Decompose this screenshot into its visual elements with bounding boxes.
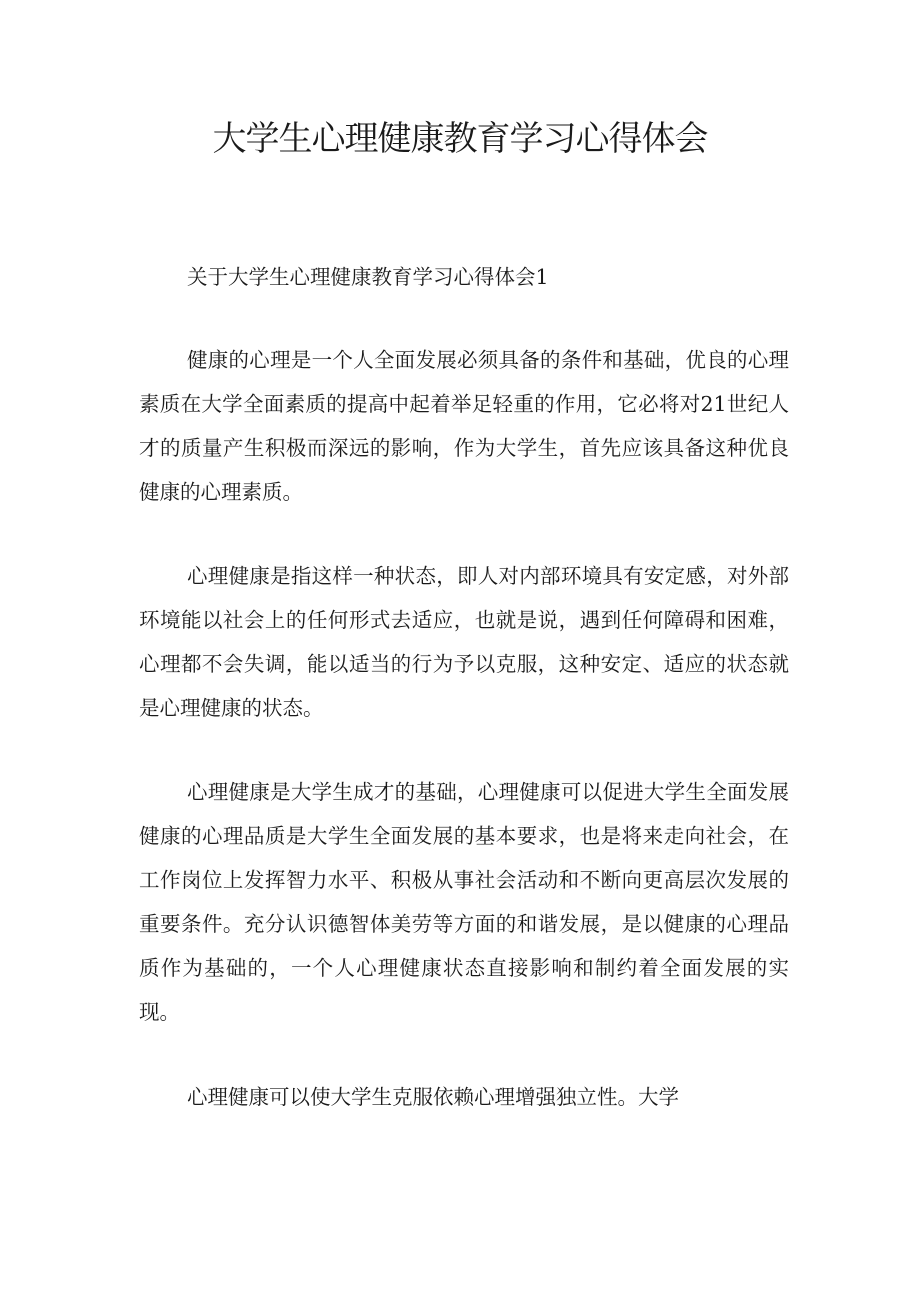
paragraph-2: 心理健康是指这样一种状态，即人对内部环境具有安定感，对外部环境能以社会上的任何形式去适应，也就是说，遇到任何障碍和困难，心理都不会失调，能以适当的行为予以克服，这种安定、适应的状态就是心理健康的状态。	[139, 564, 789, 720]
page-title: 大学生心理健康教育学习心得体会	[212, 119, 708, 159]
section-subtitle: 关于大学生心理健康教育学习心得体会1	[187, 265, 549, 289]
paragraph-1: 健康的心理是一个人全面发展必须具备的条件和基础，优良的心理素质在大学全面素质的提高中起着举足轻重的作用，它必将对21世纪人才的质量产生积极而深远的影响，作为大学生，首先应该具备这种优良健康的心理素质。	[139, 348, 789, 504]
paragraph-3: 心理健康是大学生成才的基础，心理健康可以促进大学生全面发展健康的心理品质是大学生全面发展的基本要求，也是将来走向社会，在工作岗位上发挥智力水平、积极从事社会活动和不断向更高层次发展的重要条件。充分认识德智体美劳等方面的和谐发展，是以健康的心理品质作为基础的，一个人心理健康状态直接影响和制约着全面发展的实现。	[139, 780, 789, 1024]
paragraph-4: 心理健康可以使大学生克服依赖心理增强独立性。大学	[187, 1085, 679, 1109]
